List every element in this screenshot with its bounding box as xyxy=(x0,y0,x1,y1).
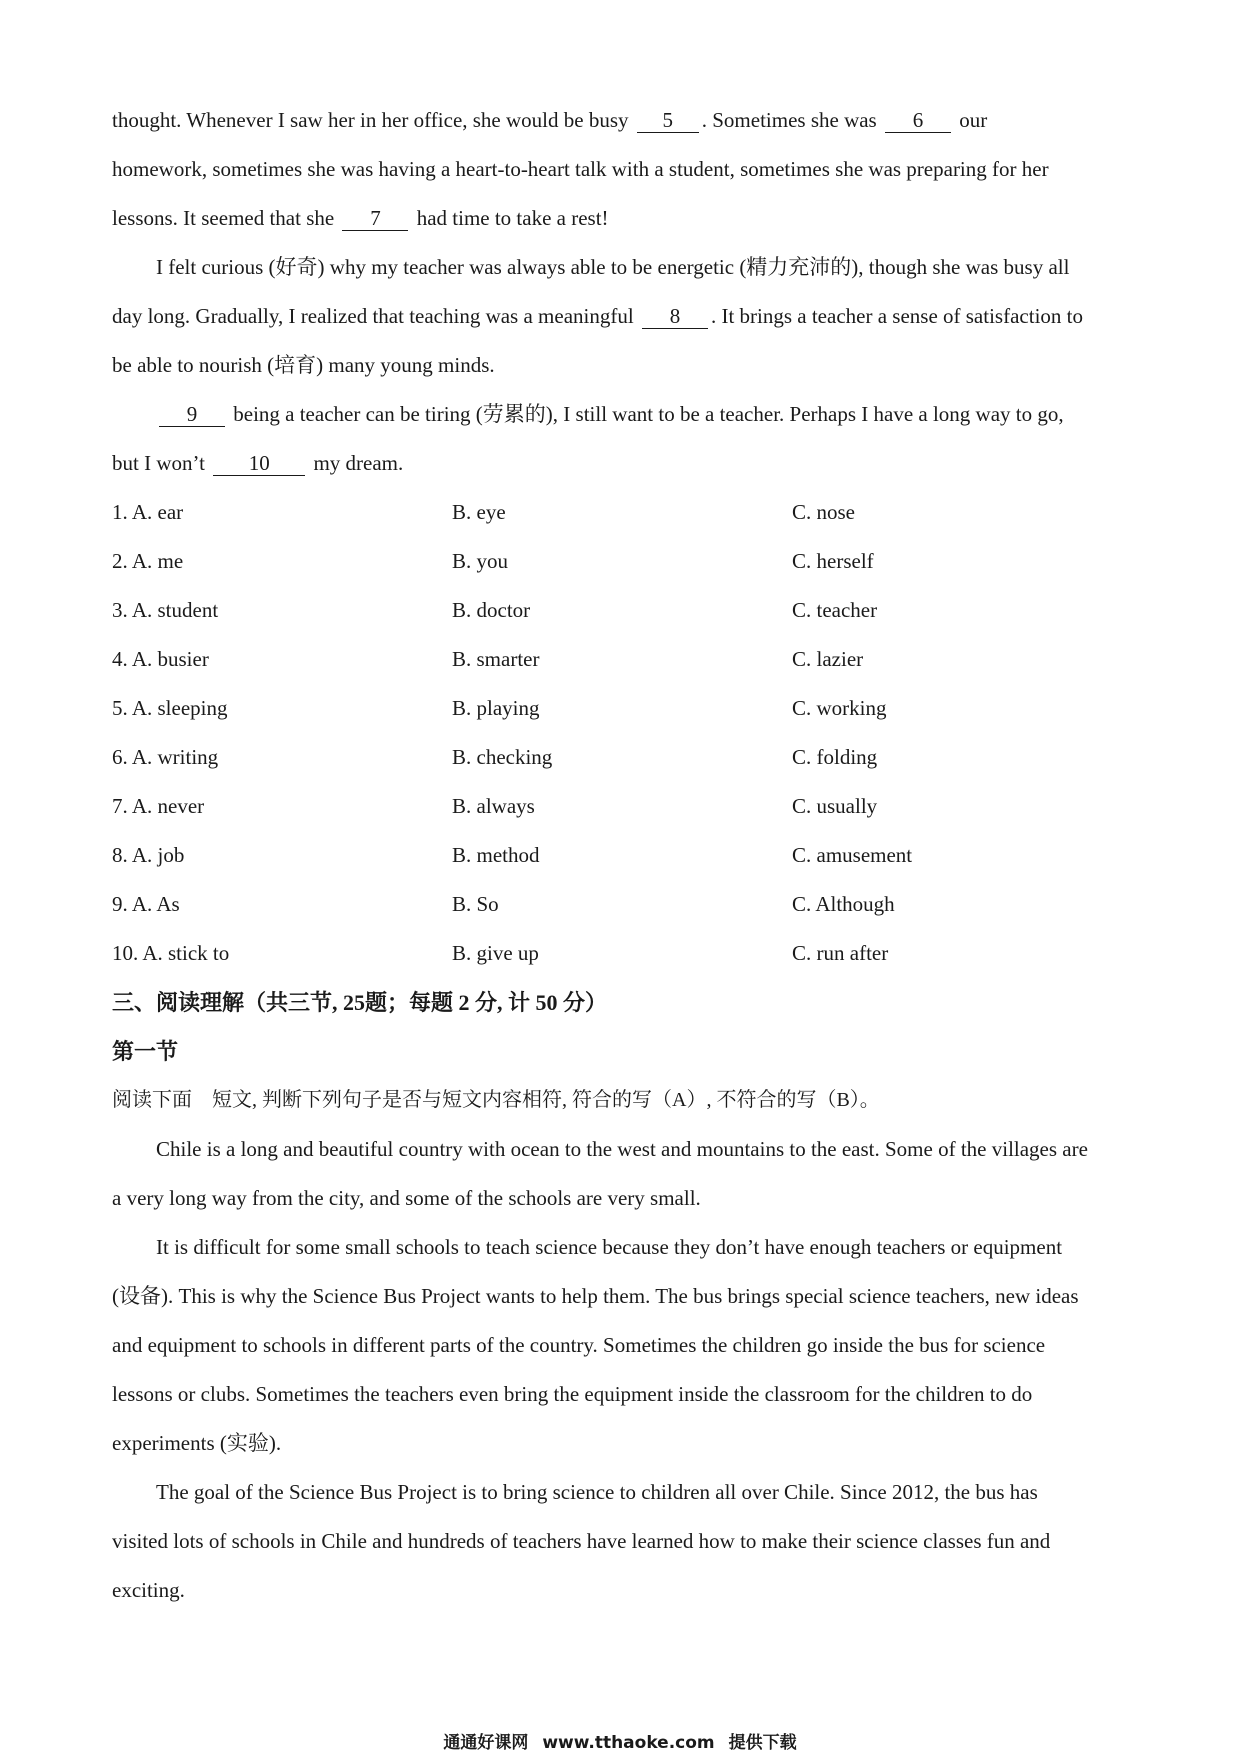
document-page xyxy=(112,96,1130,1615)
passage2-line: The goal of the Science Bus Project is to bring science to children all over Chile. Since 2012, the bus has xyxy=(156,1480,1038,1504)
option-c: C. working xyxy=(792,696,887,720)
instruction-text: 阅读下面 短文, 判断下列句子是否与短文内容相符, 符合的写（A）, 不符合的写（B）。 xyxy=(112,1089,880,1111)
option-a: 7. A. never xyxy=(112,794,205,818)
passage1-line-8: but I won’t 10 my dream. xyxy=(112,451,404,475)
passage2-line: It is difficult for some small schools to teach science because they don’t have enough teachers or equipment xyxy=(156,1235,1063,1259)
passage1-line-6: be able to nourish (培育) many young minds. xyxy=(112,353,495,377)
option-b: B. always xyxy=(452,794,535,818)
passage1-line-2: homework, sometimes she was having a heart-to-heart talk with a student, sometimes she was preparing for her xyxy=(112,157,1049,181)
blank-7: 7 xyxy=(342,206,408,231)
section-heading: 三、阅读理解（共三节, 25题；每题 2 分, 计 50 分） xyxy=(112,990,608,1015)
footer-site-name: 通通好课网 xyxy=(443,1733,529,1753)
option-a: 3. A. student xyxy=(112,598,219,622)
option-b: B. checking xyxy=(452,745,553,769)
blank-6: 6 xyxy=(885,108,951,133)
option-row xyxy=(112,586,1130,635)
option-a: 10. A. stick to xyxy=(112,941,230,965)
passage1-line-5: day long. Gradually, I realized that teaching was a meaningful 8 . It brings a teacher a sense of satisfaction to xyxy=(112,304,1083,328)
passage2-line: visited lots of schools in Chile and hundreds of teachers have learned how to make their science classes fun and xyxy=(112,1529,1051,1553)
option-row xyxy=(112,929,1130,978)
passage2-line: lessons or clubs. Sometimes the teachers even bring the equipment inside the classroom for the children to do xyxy=(112,1382,1033,1406)
option-b: B. method xyxy=(452,843,540,867)
option-c: C. Although xyxy=(792,892,895,916)
passage1-line-3: lessons. It seemed that she 7 had time to take a rest! xyxy=(112,206,609,230)
option-c: C. teacher xyxy=(792,598,878,622)
blank-9: 9 xyxy=(159,402,225,427)
option-a: 9. A. As xyxy=(112,892,180,916)
option-b: B. doctor xyxy=(452,598,531,622)
option-c: C. lazier xyxy=(792,647,864,671)
option-b: B. smarter xyxy=(452,647,540,671)
option-row xyxy=(112,537,1130,586)
passage1-line-1: thought. Whenever I saw her in her office, she would be busy 5 . Sometimes she was 6 our xyxy=(112,108,988,132)
option-a: 6. A. writing xyxy=(112,745,219,769)
passage2-line: a very long way from the city, and some of the schools are very small. xyxy=(112,1186,701,1210)
option-b: B. give up xyxy=(452,941,539,965)
passage2-line: Chile is a long and beautiful country with ocean to the west and mountains to the east. Some of the villages are xyxy=(156,1137,1088,1161)
page-footer xyxy=(0,1728,1240,1753)
option-a: 2. A. me xyxy=(112,549,184,573)
option-b: B. eye xyxy=(452,500,506,524)
option-a: 5. A. sleeping xyxy=(112,696,228,720)
blank-10: 10 xyxy=(213,451,305,476)
option-b: B. So xyxy=(452,892,499,916)
options-list xyxy=(112,488,1130,978)
passage2-line: (设备). This is why the Science Bus Project wants to help them. The bus brings special science teachers, new ideas xyxy=(112,1284,1079,1308)
option-row xyxy=(112,831,1130,880)
option-row xyxy=(112,635,1130,684)
option-c: C. folding xyxy=(792,745,878,769)
part-heading: 第一节 xyxy=(112,1039,179,1064)
blank-5: 5 xyxy=(637,108,699,133)
option-c: C. herself xyxy=(792,549,874,573)
passage1-line-4: I felt curious (好奇) why my teacher was always able to be energetic (精力充沛的), though she was busy all xyxy=(156,255,1070,279)
option-a: 4. A. busier xyxy=(112,647,209,671)
passage1-line-7: 9 being a teacher can be tiring (劳累的), I still want to be a teacher. Perhaps I have a long way to go, xyxy=(112,390,1130,439)
footer-note: 提供下载 xyxy=(728,1733,797,1753)
option-a: 1. A. ear xyxy=(112,500,184,524)
option-row xyxy=(112,880,1130,929)
option-c: C. amusement xyxy=(792,843,913,867)
option-row xyxy=(112,488,1130,537)
option-row xyxy=(112,684,1130,733)
passage2-line: experiments (实验). xyxy=(112,1431,282,1455)
option-c: C. nose xyxy=(792,500,855,524)
passage2-line: exciting. xyxy=(112,1578,185,1602)
passage2-line: and equipment to schools in different parts of the country. Sometimes the children go inside the bus for science xyxy=(112,1333,1046,1357)
option-row xyxy=(112,782,1130,831)
option-b: B. playing xyxy=(452,696,540,720)
option-a: 8. A. job xyxy=(112,843,185,867)
option-c: C. usually xyxy=(792,794,878,818)
option-row xyxy=(112,733,1130,782)
blank-8: 8 xyxy=(642,304,708,329)
footer-url[interactable]: www.tthaoke.com xyxy=(542,1733,715,1753)
option-c: C. run after xyxy=(792,941,889,965)
option-b: B. you xyxy=(452,549,509,573)
